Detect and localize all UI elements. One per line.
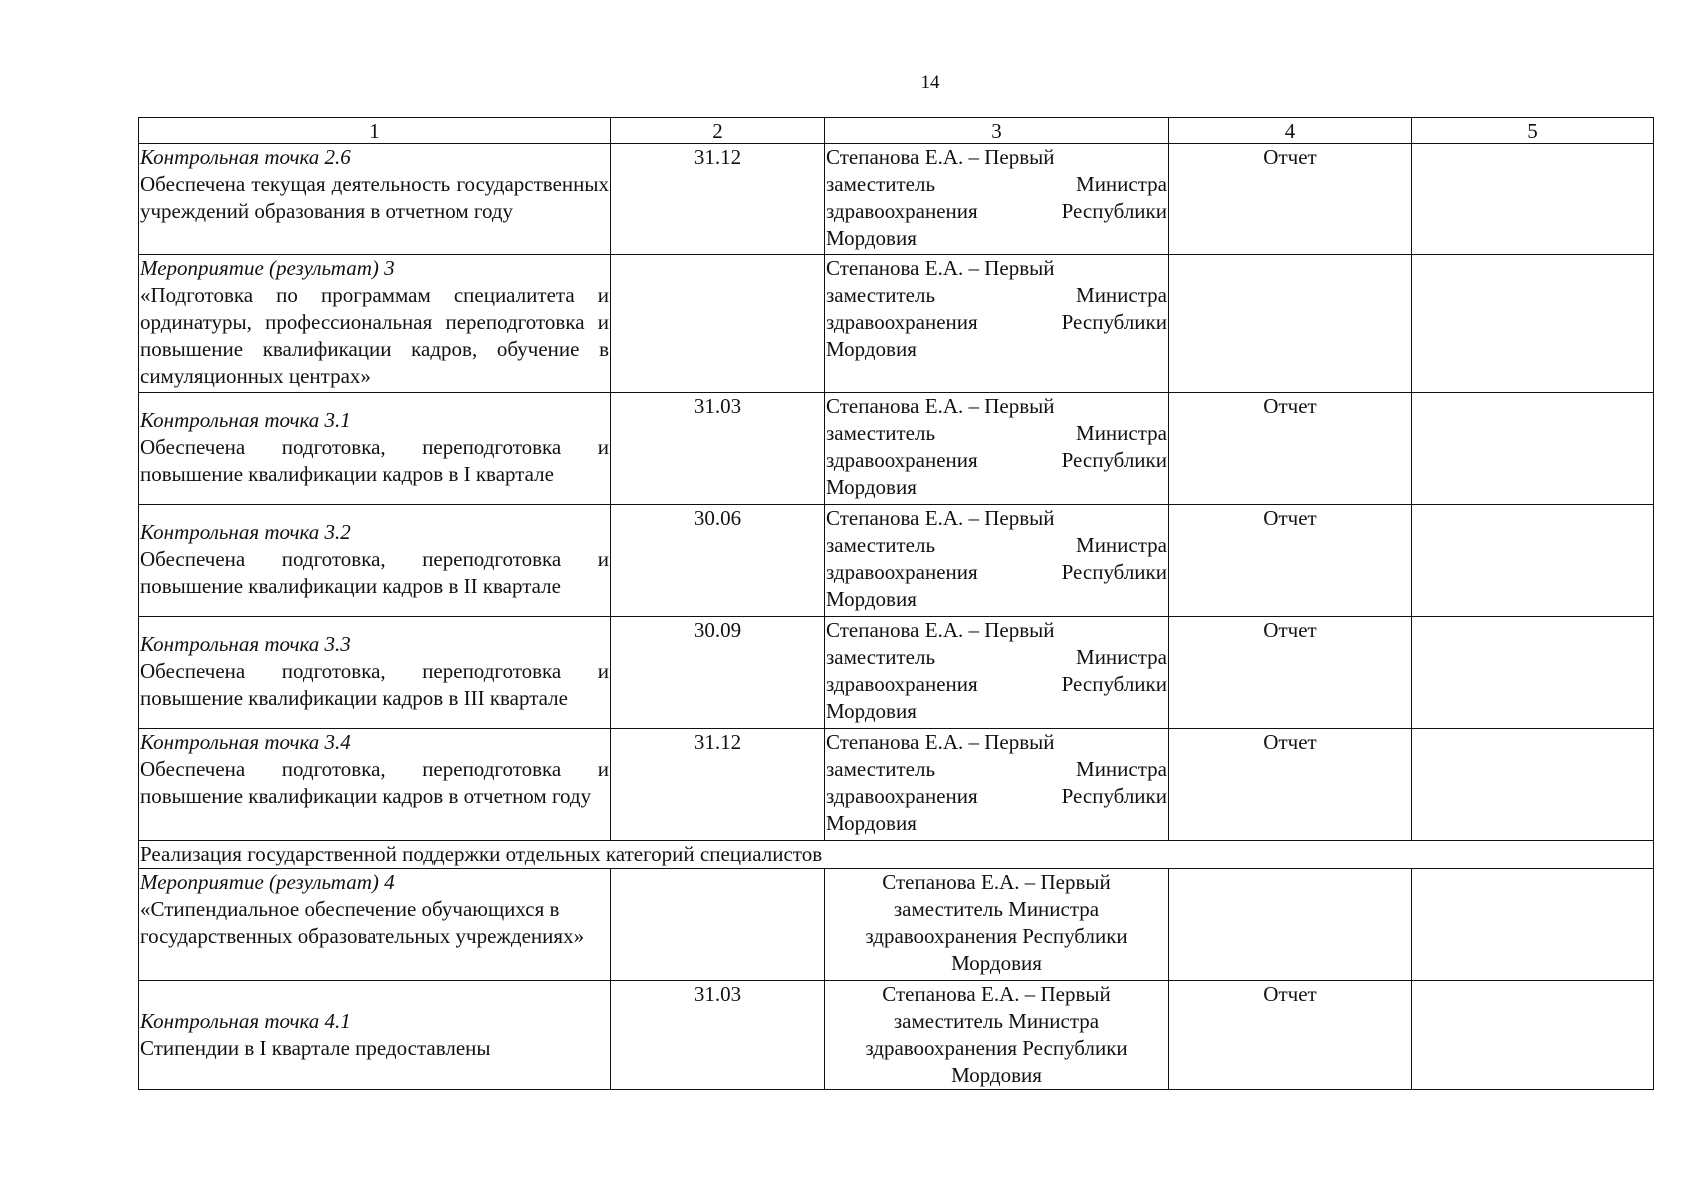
table-row <box>139 617 1654 729</box>
responsible-name: Степанова Е.А. – Первый <box>882 982 1111 1006</box>
table-row <box>139 869 1654 981</box>
document-cell <box>1169 869 1412 981</box>
date-cell: 31.12 <box>611 144 825 255</box>
notes-cell <box>1412 981 1654 1090</box>
notes-cell <box>1412 255 1654 393</box>
event-title: Мероприятие (результат) 4 <box>140 870 395 894</box>
notes-cell <box>1412 505 1654 617</box>
notes-cell <box>1412 869 1654 981</box>
event-cell <box>139 255 611 393</box>
event-title: Контрольная точка 3.1 <box>140 408 351 432</box>
responsible-cell <box>825 393 1169 505</box>
notes-cell <box>1412 144 1654 255</box>
responsible-position: заместитель Министра здравоохранения Республики Мордовия <box>826 283 1167 361</box>
event-title: Контрольная точка 3.2 <box>140 520 351 544</box>
document-cell: Отчет <box>1169 393 1412 505</box>
responsible-name: Степанова Е.А. – Первый <box>826 145 1055 169</box>
date-cell: 30.09 <box>611 617 825 729</box>
notes-cell <box>1412 729 1654 841</box>
responsible-position: заместитель Министра здравоохранения Республики Мордовия <box>826 645 1167 723</box>
event-cell <box>139 144 611 255</box>
responsible-position: заместитель Министра здравоохранения Республики Мордовия <box>826 421 1167 499</box>
event-cell <box>139 393 611 505</box>
responsible-name: Степанова Е.А. – Первый <box>826 730 1055 754</box>
column-header-3: 3 <box>825 118 1169 144</box>
document-cell: Отчет <box>1169 981 1412 1090</box>
table-row <box>139 505 1654 617</box>
event-description: Обеспечена текущая деятельность государственных учреждений образования в отчетном году <box>140 172 609 223</box>
event-description: Обеспечена подготовка, переподготовка и повышение квалификации кадров в отчетном году <box>140 757 609 808</box>
header-row <box>139 118 1654 144</box>
event-title: Контрольная точка 3.4 <box>140 730 351 754</box>
column-header-1: 1 <box>139 118 611 144</box>
responsible-cell <box>825 505 1169 617</box>
table-row <box>139 255 1654 393</box>
section-title: Реализация государственной поддержки отдельных категорий специалистов <box>139 841 1654 869</box>
plan-table <box>138 117 1654 1090</box>
responsible-name: Степанова Е.А. – Первый <box>882 870 1111 894</box>
notes-cell <box>1412 617 1654 729</box>
date-cell <box>611 869 825 981</box>
responsible-position: заместитель Министра здравоохранения Республики Мордовия <box>865 897 1128 975</box>
responsible-cell <box>825 144 1169 255</box>
event-title: Контрольная точка 4.1 <box>140 1009 351 1033</box>
event-title: Контрольная точка 3.3 <box>140 632 351 656</box>
document-cell <box>1169 255 1412 393</box>
table-row <box>139 393 1654 505</box>
document-cell: Отчет <box>1169 729 1412 841</box>
responsible-cell <box>825 869 1169 981</box>
event-description: Обеспечена подготовка, переподготовка и повышение квалификации кадров в II квартале <box>140 547 609 598</box>
table-row <box>139 981 1654 1090</box>
document-cell: Отчет <box>1169 617 1412 729</box>
responsible-cell <box>825 981 1169 1090</box>
responsible-position: заместитель Министра здравоохранения Республики Мордовия <box>826 757 1167 835</box>
responsible-position: заместитель Министра здравоохранения Республики Мордовия <box>826 172 1167 250</box>
date-cell: 31.12 <box>611 729 825 841</box>
date-cell: 31.03 <box>611 981 825 1090</box>
event-description: Обеспечена подготовка, переподготовка и повышение квалификации кадров в III квартале <box>140 659 609 710</box>
responsible-name: Степанова Е.А. – Первый <box>826 256 1055 280</box>
responsible-name: Степанова Е.А. – Первый <box>826 394 1055 418</box>
column-header-5: 5 <box>1412 118 1654 144</box>
document-cell: Отчет <box>1169 144 1412 255</box>
event-cell <box>139 505 611 617</box>
event-cell <box>139 729 611 841</box>
event-description: Обеспечена подготовка, переподготовка и повышение квалификации кадров в I квартале <box>140 435 609 486</box>
responsible-cell <box>825 617 1169 729</box>
responsible-cell <box>825 729 1169 841</box>
table-row <box>139 144 1654 255</box>
responsible-cell <box>825 255 1169 393</box>
table-row <box>139 729 1654 841</box>
responsible-position: заместитель Министра здравоохранения Республики Мордовия <box>865 1009 1128 1087</box>
event-title: Мероприятие (результат) 3 <box>140 256 395 280</box>
event-cell <box>139 981 611 1090</box>
date-cell: 30.06 <box>611 505 825 617</box>
event-description: «Подготовка по программам специалитета и ординатуры, профессиональная переподготовка и повышение квалификации кадров, обучение в симуляционных центрах» <box>140 283 609 388</box>
event-description: Стипендии в I квартале предоставлены <box>140 1036 491 1060</box>
responsible-position: заместитель Министра здравоохранения Республики Мордовия <box>826 533 1167 611</box>
document-cell: Отчет <box>1169 505 1412 617</box>
event-description: «Стипендиальное обеспечение обучающихся в государственных образовательных учреждениях» <box>140 897 585 948</box>
section-row <box>139 841 1654 869</box>
column-header-2: 2 <box>611 118 825 144</box>
event-title: Контрольная точка 2.6 <box>140 145 351 169</box>
date-cell <box>611 255 825 393</box>
notes-cell <box>1412 393 1654 505</box>
responsible-name: Степанова Е.А. – Первый <box>826 506 1055 530</box>
column-header-4: 4 <box>1169 118 1412 144</box>
responsible-name: Степанова Е.А. – Первый <box>826 618 1055 642</box>
event-cell <box>139 617 611 729</box>
date-cell: 31.03 <box>611 393 825 505</box>
event-cell <box>139 869 611 981</box>
page-number: 14 <box>920 72 940 93</box>
